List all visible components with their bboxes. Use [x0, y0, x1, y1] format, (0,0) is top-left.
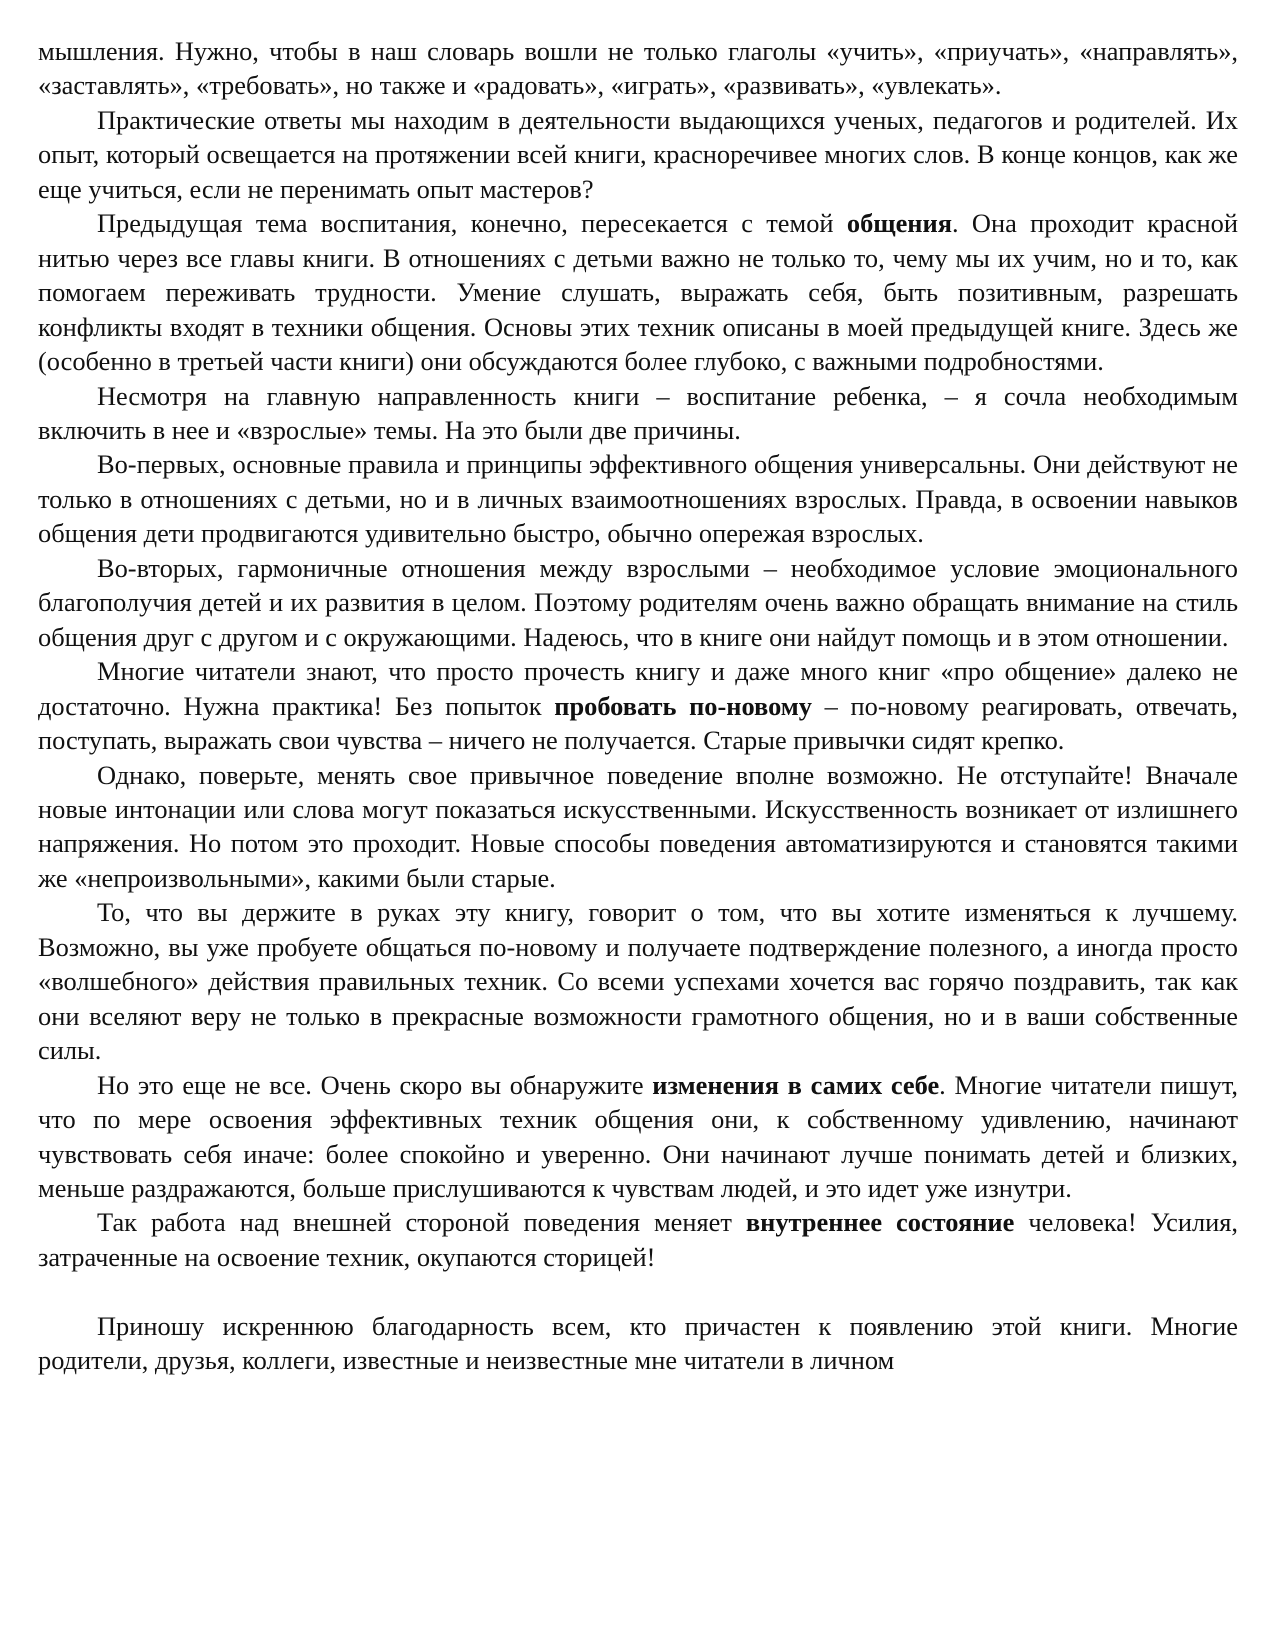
paragraph-text: Многие читатели знают, что просто прочесть книгу и даже много книг «про общение» далеко не достаточно. Нужна практика! Без попыток — [38, 656, 1238, 721]
bold-term: пробовать по-новому — [554, 690, 812, 721]
paragraph-text: Но это еще не все. Очень скоро вы обнаружите — [97, 1069, 653, 1100]
paragraph-8 — [38, 758, 1238, 896]
paragraph-3 — [38, 206, 1238, 378]
paragraph-text: Так работа над внешней стороной поведения меняет — [97, 1207, 746, 1238]
paragraph-text: Во-первых, основные правила и принципы эффективного общения универсальны. Они действуют не только в отношениях с детьми, но и в личных взаимоотношениях взрослых. Правда, в освоении навыков общения дети продвигаются удивительно быстро, обычно опережая взрослых. — [38, 449, 1238, 549]
document-page — [38, 34, 1238, 1378]
paragraph-text: Предыдущая тема воспитания, конечно, пересекается с темой — [97, 208, 847, 239]
paragraph-6 — [38, 551, 1238, 654]
paragraph-text: человека! Усилия, затраченные на освоение техник, окупаются сторицей! — [38, 1207, 1239, 1272]
paragraph-text: Несмотря на главную направленность книги – воспитание ребенка, – я сочла необходимым включить в нее и «взрослые» темы. На это были две причины. — [38, 380, 1238, 445]
paragraph-text: – по-новому реагировать, отвечать, поступать, выражать свои чувства – ничего не получается. Старые привычки сидят крепко. — [38, 690, 1238, 756]
bold-term: изменения в самих себе — [652, 1069, 940, 1100]
bold-term: внутреннее состояние — [745, 1207, 1015, 1238]
paragraph-11 — [38, 1205, 1238, 1274]
paragraph-text: То, что вы держите в руках эту книгу, говорит о том, что вы хотите изменяться к лучшему. Возможно, вы уже пробуете общаться по-новому и получаете подтверждение полезного, а иногда просто «волшебного» действия правильных техник. Со всеми успехами хочется вас горячо поздравить, так как они вселяют веру не только в прекрасные возможности грамотного общения, но и в ваши собственные силы. — [38, 897, 1238, 1066]
paragraph-4 — [38, 379, 1238, 448]
paragraph-text: Практические ответы мы находим в деятельности выдающихся ученых, педагогов и родителей. Их опыт, который освещается на протяжении всей книги, красноречивее многих слов. В конце концов, как же еще учиться, если не перенимать опыт мастеров? — [38, 104, 1238, 204]
paragraph-text: Во-вторых, гармоничные отношения между взрослыми – необходимое условие эмоционального благополучия детей и их развития в целом. Поэтому родителям очень важно обращать внимание на стиль общения друг с другом и с окружающими. Надеюсь, что в книге они найдут помощь и в этом отношении. — [38, 552, 1238, 652]
bold-term: общения — [846, 208, 952, 239]
paragraph-text: . Многие читатели пишут, что по мере освоения эффективных техник общения они, к собственному удивлению, начинают чувствовать себя иначе: более спокойно и уверенно. Они начинают лучше понимать детей и близких, меньше раздражаются, больше прислушиваются к чувствам людей, и это идет уже изнутри. — [38, 1069, 1238, 1203]
paragraph-text: Приношу искреннюю благодарность всем, кто причастен к появлению этой книги. Многие родители, друзья, коллеги, известные и неизвестные мне читатели в личном — [38, 1310, 1238, 1376]
paragraph-9 — [38, 895, 1238, 1067]
paragraph-7 — [38, 654, 1238, 757]
paragraph-10 — [38, 1068, 1238, 1206]
paragraph-text: . Она проходит красной нитью через все главы книги. В отношениях с детьми важно не только то, чему мы их учим, но и то, как помогаем переживать трудности. Умение слушать, выражать себя, быть позитивным, разрешать конфликты входят в техники общения. Основы этих техник описаны в моей предыдущей книге. Здесь же (особенно в третьей части книги) они обсуждаются более глубоко, с важными подробностями. — [38, 208, 1238, 377]
paragraph-text: мышления. Нужно, чтобы в наш словарь вошли не только глаголы «учить», «приучать», «направлять», «заставлять», «требовать», но также и «радовать», «играть», «развивать», «увлекать». — [38, 36, 1238, 101]
paragraph-1 — [38, 34, 1238, 103]
paragraph-2 — [38, 103, 1238, 206]
paragraph-5 — [38, 447, 1238, 550]
paragraph-12 — [38, 1309, 1238, 1378]
paragraph-text: Однако, поверьте, менять свое привычное поведение вполне возможно. Не отступайте! Вначале новые интонации или слова могут показаться искусственными. Искусственность возникает от излишнего напряжения. Но потом это проходит. Новые способы поведения автоматизируются и становятся такими же «непроизвольными», какими были старые. — [38, 759, 1238, 893]
